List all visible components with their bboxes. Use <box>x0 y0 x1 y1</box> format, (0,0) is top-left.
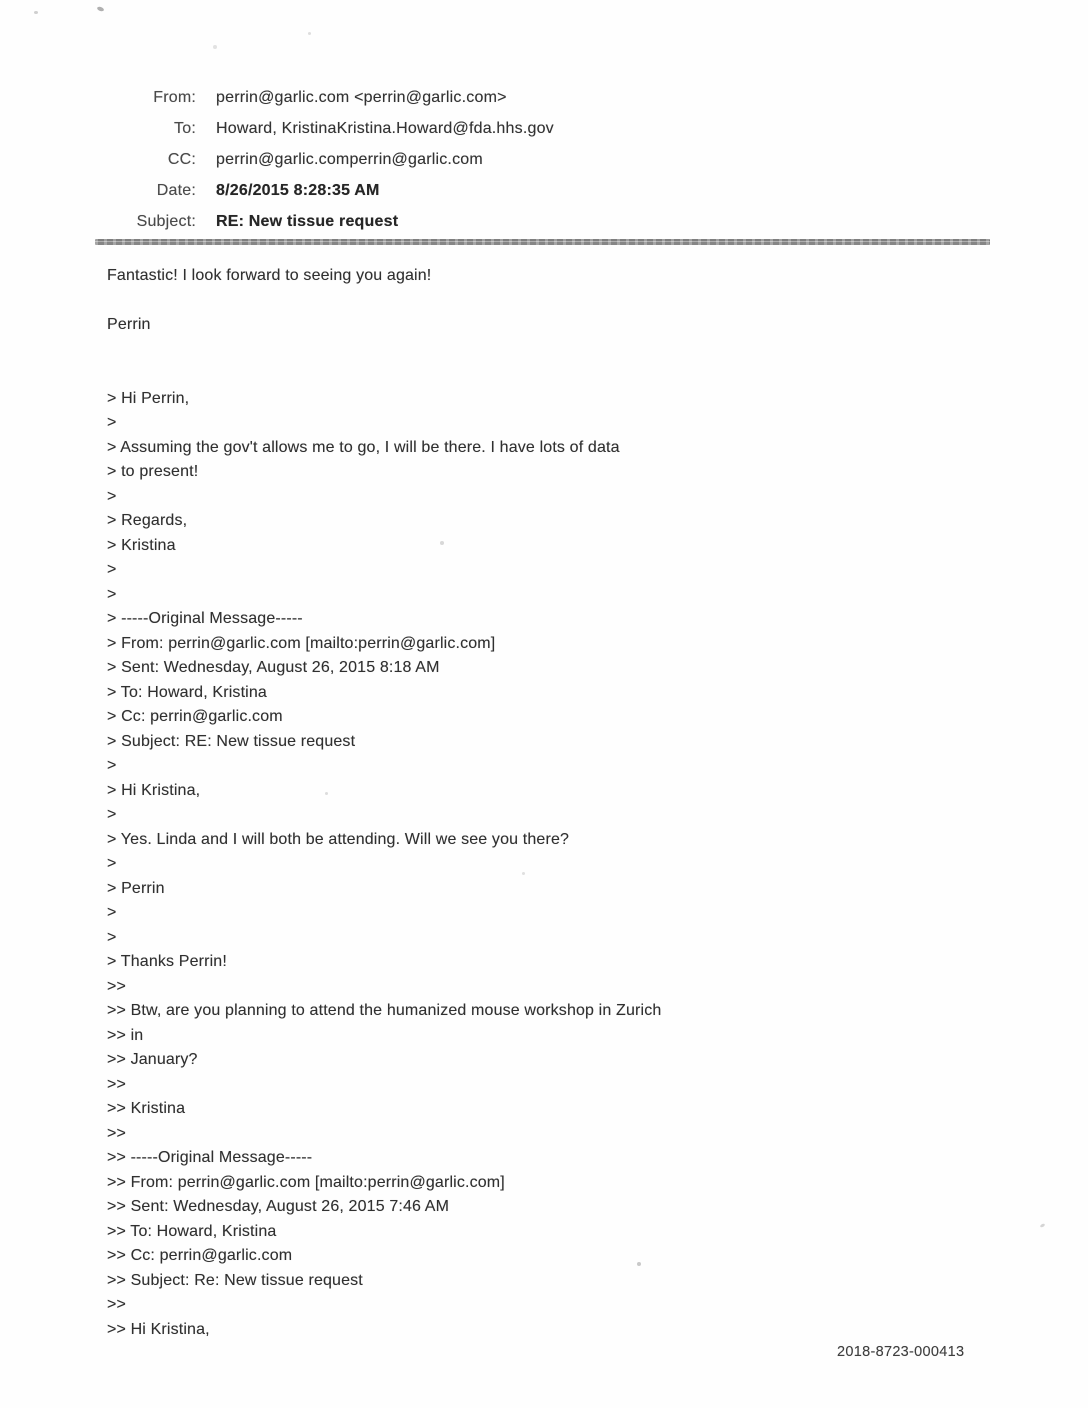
body-line: >> <box>107 1296 126 1313</box>
body-line <box>107 338 1007 363</box>
body-line: > Hi Kristina, <box>107 781 201 799</box>
body-line: >> Hi Kristina, <box>107 1320 210 1338</box>
header-label-cc: CC: <box>167 150 196 168</box>
body-line: >> <box>107 1075 126 1093</box>
bates-number: 2018-8723-000413 <box>837 1344 965 1360</box>
body-line: > <box>107 806 117 823</box>
header-value-from: perrin@garlic.com <perrin@garlic.com> <box>216 88 507 106</box>
body-line: > Sent: Wednesday, August 26, 2015 8:18 AM <box>107 659 440 676</box>
body-line: > Thanks Perrin! <box>107 953 227 970</box>
body-line: >> -----Original Message----- <box>107 1149 313 1166</box>
body-line: > <box>107 561 117 578</box>
body-line: >> <box>107 977 126 995</box>
email-body <box>107 264 1007 1342</box>
body-line: > <box>107 855 117 872</box>
body-line: Perrin <box>107 316 151 333</box>
scan-speck <box>1040 1223 1046 1228</box>
header-label-date: Date: <box>156 181 196 199</box>
body-line <box>107 289 1007 314</box>
body-line: >> Subject: Re: New tissue request <box>107 1271 363 1289</box>
header-row-to <box>95 113 554 144</box>
header-divider <box>95 239 990 245</box>
body-line: > Hi Perrin, <box>107 389 190 407</box>
header-label-from: From: <box>153 88 196 106</box>
body-line: > <box>107 928 117 946</box>
body-line: Fantastic! I look forward to seeing you again! <box>107 267 432 284</box>
body-line: > Subject: RE: New tissue request <box>107 732 356 750</box>
body-line: > <box>107 585 117 603</box>
email-header <box>95 82 554 237</box>
header-row-date <box>95 175 554 206</box>
header-row-subject <box>95 206 554 237</box>
body-line: >> To: Howard, Kristina <box>107 1222 277 1240</box>
body-line: >> Sent: Wednesday, August 26, 2015 7:46 AM <box>107 1198 450 1215</box>
scan-speck <box>213 45 217 49</box>
body-line: > To: Howard, Kristina <box>107 683 267 701</box>
body-line: >> Kristina <box>107 1100 186 1117</box>
scan-speck <box>97 6 105 12</box>
body-line: > to present! <box>107 463 199 480</box>
header-row-cc <box>95 144 554 175</box>
header-value-cc: perrin@garlic.comperrin@garlic.com <box>216 150 483 168</box>
scan-speck <box>308 32 311 35</box>
header-label-to: To: <box>174 119 196 137</box>
header-value-date: 8/26/2015 8:28:35 AM <box>216 181 380 199</box>
body-line: > <box>107 487 117 505</box>
body-line: >> in <box>107 1026 144 1044</box>
body-line: > <box>107 414 117 431</box>
body-line: > <box>107 904 117 921</box>
body-line: > From: perrin@garlic.com [mailto:perrin@garlic.com] <box>107 634 496 652</box>
header-value-to: Howard, KristinaKristina.Howard@fda.hhs.gov <box>216 119 554 137</box>
body-line: >> From: perrin@garlic.com [mailto:perrin@garlic.com] <box>107 1173 505 1191</box>
body-line: > Cc: perrin@garlic.com <box>107 708 283 725</box>
header-value-subject: RE: New tissue request <box>216 212 399 230</box>
body-line: > Yes. Linda and I will both be attending. Will we see you there? <box>107 830 570 848</box>
body-line: > <box>107 757 117 774</box>
body-line: > Regards, <box>107 512 188 529</box>
body-line: >> <box>107 1124 126 1142</box>
header-row-from <box>95 82 554 113</box>
body-line: > Assuming the gov't allows me to go, I will be there. I have lots of data <box>107 438 620 456</box>
body-line: > Perrin <box>107 879 165 897</box>
body-line: >> January? <box>107 1051 198 1068</box>
body-line <box>107 362 1007 387</box>
body-line: > Kristina <box>107 536 176 554</box>
header-label-subject: Subject: <box>136 212 196 230</box>
scan-speck <box>34 11 38 14</box>
body-line: > -----Original Message----- <box>107 610 303 627</box>
body-line: >> Cc: perrin@garlic.com <box>107 1247 293 1264</box>
body-line: >> Btw, are you planning to attend the humanized mouse workshop in Zurich <box>107 1002 662 1019</box>
